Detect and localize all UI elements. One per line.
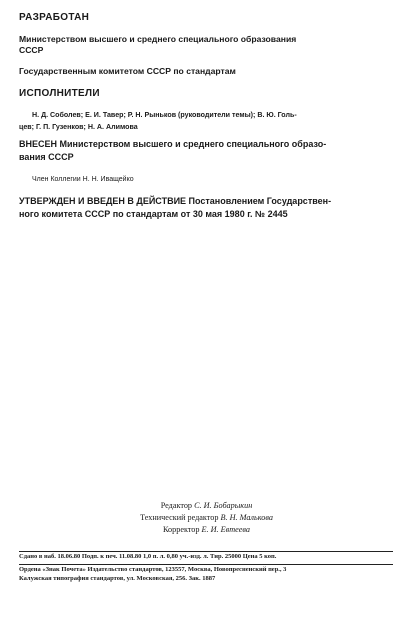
credit-editor-name: С. И. Бобарыкин: [194, 501, 253, 510]
credit-tech-label: Технический редактор: [140, 513, 219, 522]
approved-line2: ного комитета СССР по стандартам от 30 мая 1980 г. № 2445: [19, 209, 288, 219]
developed-heading: РАЗРАБОТАН: [19, 12, 90, 23]
imprint-rule-top: [19, 551, 393, 552]
performers-line1: Н. Д. Соболев; Е. И. Тавер; Р. Н. Рыньков (руководители темы); В. Ю. Голь-: [32, 111, 297, 119]
imprint-rule-bottom: [19, 564, 393, 565]
performers-heading: ИСПОЛНИТЕЛИ: [19, 88, 100, 99]
imprint-printing-house: Калужская типография стандартов, ул. Московская, 256. Зак. 1887: [19, 575, 216, 582]
credit-editor-label: Редактор: [160, 501, 193, 510]
developed-org1-line2: СССР: [19, 45, 44, 55]
introduced-line1: ВНЕСЕН Министерством высшего и среднего специального образо-: [19, 139, 327, 149]
credit-proofreader: [0, 524, 413, 536]
credit-editor: [0, 500, 413, 512]
performers-line2: цев; Г. П. Гузенков; Н. А. Алимова: [19, 123, 138, 131]
introduced-line2: вания СССР: [19, 152, 74, 162]
imprint-print-details: Сдано в наб. 18.06.80 Подп. к печ. 11.08.80 1,0 п. л. 0,80 уч.-изд. л. Тир. 25000 Цена 5 коп.: [19, 553, 277, 560]
approved-line1: УТВЕРЖДЕН И ВВЕДЕН В ДЕЙСТВИЕ Постановлением Государствен-: [19, 196, 332, 206]
credit-tech-editor: [0, 512, 413, 524]
imprint-publisher: Ордена «Знак Почета» Издательство стандартов, 123557, Москва, Новопресненский пер., 3: [19, 566, 287, 573]
introduced-member: Член Коллегии Н. Н. Иващейко: [32, 176, 134, 183]
developed-org2: Государственным комитетом СССР по стандартам: [19, 66, 236, 76]
developed-org1-line1: Министерством высшего и среднего специального образования: [19, 34, 297, 44]
credit-proof-name: Е. И. Евтеева: [201, 525, 250, 534]
credit-tech-name: В. Н. Малькова: [220, 513, 273, 522]
credit-proof-label: Корректор: [163, 525, 200, 534]
